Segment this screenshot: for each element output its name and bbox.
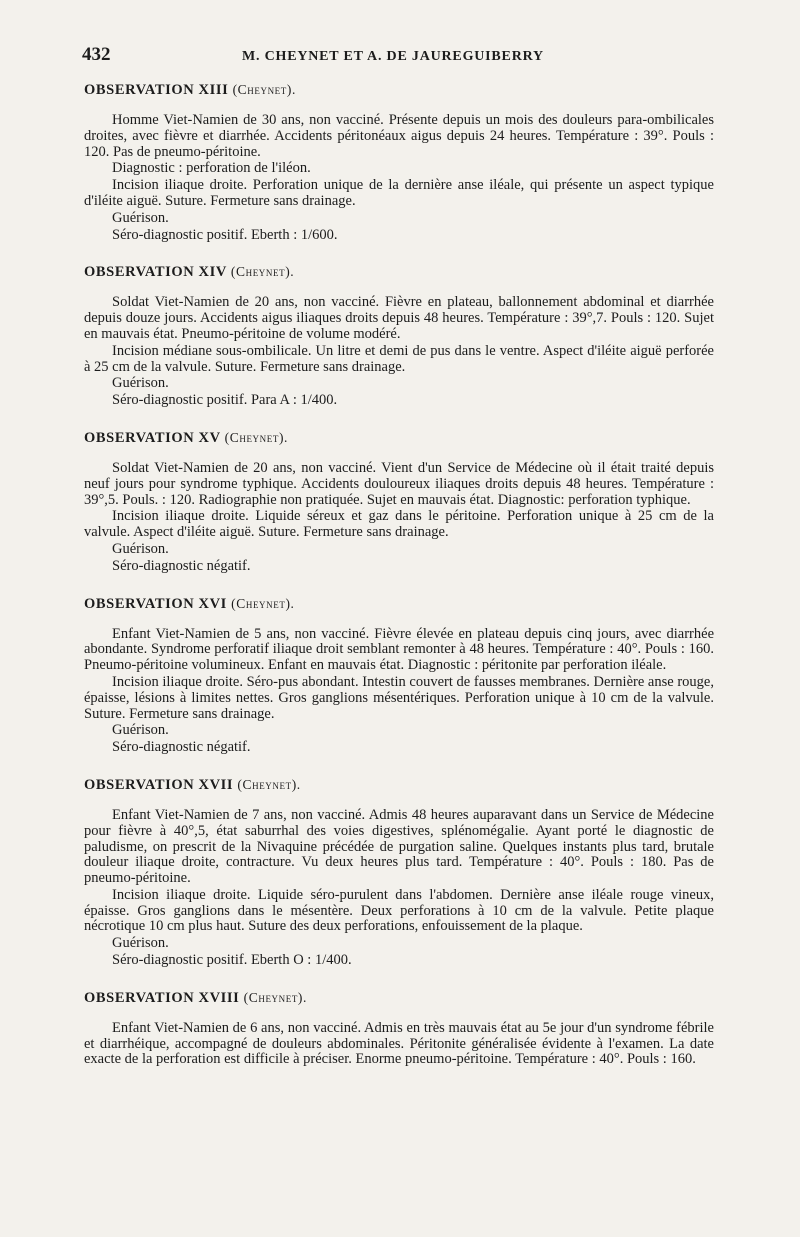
- paragraph: Enfant Viet-Namien de 7 ans, non vacciné. Admis 48 heures auparavant dans un Service de Médecine pour fièvre à 40°,5, état saburrhal des voies digestives, splénomégalie. Ayant porté le diagnostic de paludisme, on prescrit de la Nivaquine précédée de purgation saline. Quelques instants plus tard, brutale douleur iliaque droite, contracture. Vu deux heures plus tard. Température : 40°. Pouls : 180. Pas de pneumo-péritoine.: [84, 806, 714, 887]
- paragraph: Incision iliaque droite. Liquide séro-purulent dans l'abdomen. Dernière anse iléale rouge vineux, épaisse. Gros ganglions dans le mésentère. Deux perforations à 10 cm de la valvule. Petite plaque nécrotique 10 cm plus haut. Suture des deux perforations, enfouissement de la plaque.: [84, 886, 714, 935]
- observation-title: OBSERVATION XIII (Cheynet).: [84, 82, 296, 98]
- observation-xvi: [84, 596, 714, 756]
- paragraph: Homme Viet-Namien de 30 ans, non vacciné. Présente depuis un mois des douleurs para-ombilicales droites, avec fièvre et diarrhée. Accidents péritonéaux aigus depuis 24 heures. Température : 39°. Pouls : 120. Pas de pneumo-péritoine.: [84, 112, 714, 160]
- observation-xiii: [84, 82, 714, 243]
- observation-xvii: [84, 777, 714, 969]
- running-head: M. CHEYNET ET A. DE JAUREGUIBERRY: [242, 49, 544, 64]
- paragraph: Incision iliaque droite. Séro-pus abondant. Intestin couvert de fausses membranes. Dernière anse rouge, épaisse, lésions à limites nettes. Gros ganglions mésentériques. Perforation unique à 10 cm de la valvule. Suture. Fermeture sans drainage.: [84, 673, 714, 722]
- paragraph: Guérison.: [112, 722, 169, 739]
- paragraph: Guérison.: [112, 375, 169, 392]
- page-header: [82, 44, 722, 70]
- observation-title: OBSERVATION XVI (Cheynet).: [84, 595, 295, 612]
- paragraph: Soldat Viet-Namien de 20 ans, non vacciné. Fièvre en plateau, ballonnement abdominal et diarrhée depuis douze jours. Accidents aigus iliaques droits depuis 48 heures. Température : 39°,7. Pouls : 120. Sujet en mauvais état. Pneumo-péritoine de volume modéré.: [84, 294, 714, 342]
- paragraph: Séro-diagnostic positif. Eberth O : 1/400.: [112, 952, 352, 969]
- paragraph: Séro-diagnostic négatif.: [112, 739, 251, 756]
- paragraph: Incision médiane sous-ombilicale. Un litre et demi de pus dans le ventre. Aspect d'iléite aiguë perforée à 25 cm de la valvule. Suture. Fermeture sans drainage.: [84, 342, 714, 375]
- observation-xv: [84, 430, 714, 575]
- observation-title: OBSERVATION XVIII (Cheynet).: [84, 989, 308, 1006]
- paragraph: Guérison.: [112, 209, 169, 226]
- paragraph: Diagnostic : perforation de l'iléon.: [112, 160, 311, 177]
- observation-title: OBSERVATION XIV (Cheynet).: [84, 264, 295, 281]
- page-number: 432: [82, 44, 111, 65]
- observation-xviii: [84, 990, 714, 1068]
- paragraph: Guérison.: [112, 540, 169, 557]
- observation-title: OBSERVATION XV (Cheynet).: [84, 429, 289, 446]
- paragraph: Séro-diagnostic positif. Para A : 1/400.: [112, 392, 338, 409]
- observation-title: OBSERVATION XVII (Cheynet).: [84, 776, 301, 793]
- paragraph: Séro-diagnostic négatif.: [112, 557, 251, 574]
- paragraph: Soldat Viet-Namien de 20 ans, non vacciné. Vient d'un Service de Médecine où il était traité depuis neuf jours pour syndrome typhique. Accidents douloureux iliaques droits depuis 48 heures. Température : 39°,5. Pouls. : 120. Radiographie non pratiquée. Sujet en mauvais état. Diagnostic: perforation typhique.: [84, 459, 714, 508]
- paragraph: Incision iliaque droite. Liquide séreux et gaz dans le péritoine. Perforation unique à 25 cm de la valvule. Aspect d'iléite aiguë. Suture. Fermeture sans drainage.: [84, 508, 714, 541]
- paragraph: Séro-diagnostic positif. Eberth : 1/600.: [112, 226, 338, 243]
- page-body: [84, 82, 714, 1089]
- paragraph: Incision iliaque droite. Perforation unique de la dernière anse iléale, qui présente un aspect typique d'iléite aiguë. Suture. Fermeture sans drainage.: [84, 177, 714, 209]
- observation-xiv: [84, 264, 714, 409]
- paragraph: Guérison.: [112, 935, 169, 952]
- paragraph: Enfant Viet-Namien de 6 ans, non vacciné. Admis en très mauvais état au 5e jour d'un syndrome fébrile et diarrhéique, accompagné de douleurs abdominales. Péritonite généralisée évidente à l'examen. La date exacte de la perforation est difficile à préciser. Enorme pneumo-péritoine. Température : 40°. Pouls : 160.: [84, 1019, 714, 1068]
- paragraph: Enfant Viet-Namien de 5 ans, non vacciné. Fièvre élevée en plateau depuis cinq jours, avec diarrhée abondante. Syndrome perforatif iliaque droit semblant remonter à 48 heures. Température : 40°. Pouls : 160. Pneumo-péritoine volumineux. Enfant en mauvais état. Diagnostic : péritonite par perforation iléale.: [84, 625, 714, 674]
